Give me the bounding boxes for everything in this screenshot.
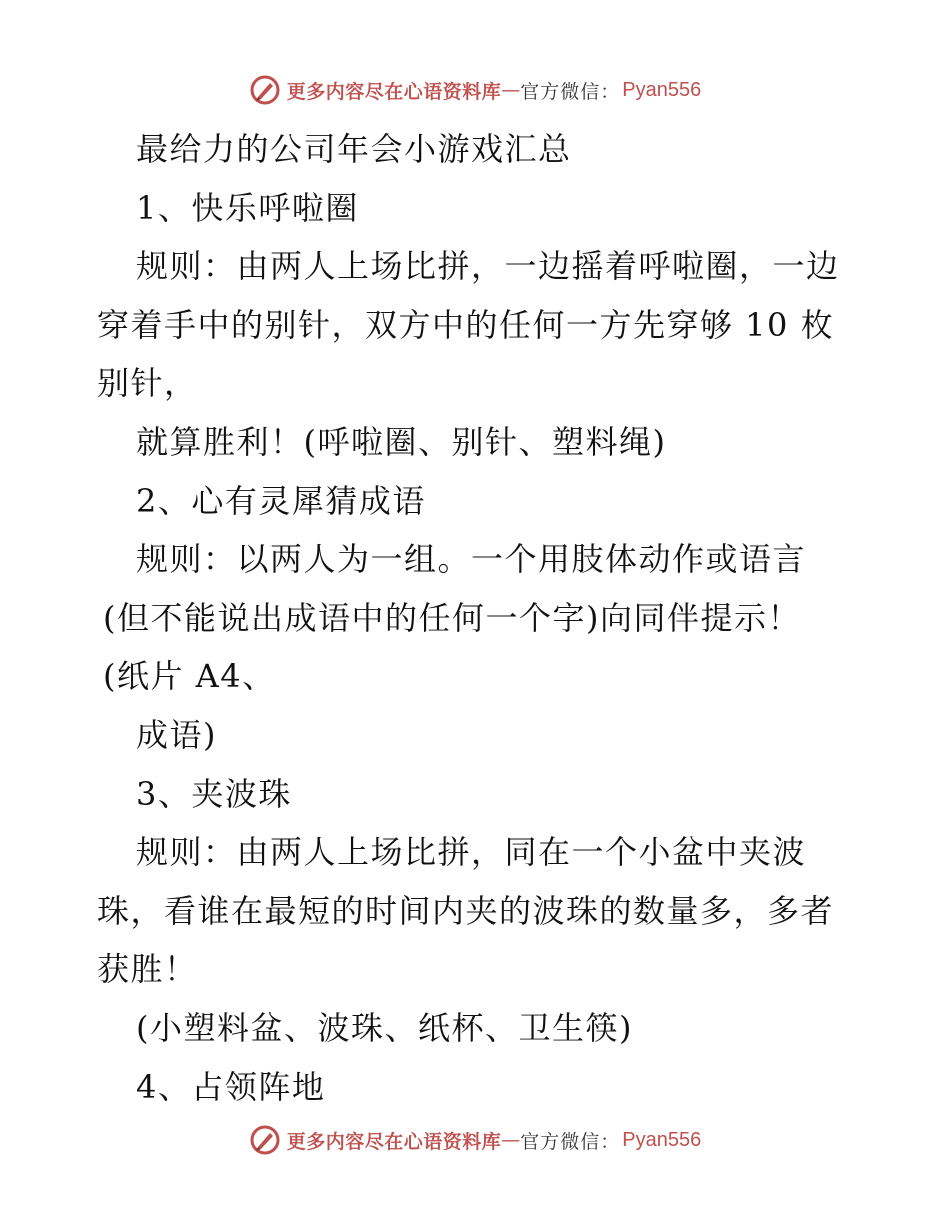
- pen-logo-icon: [249, 74, 281, 106]
- paragraph-line: (小塑料盆、波珠、纸杯、卫生筷): [136, 1008, 633, 1047]
- watermark-wechat-id: Pyan556: [622, 78, 702, 101]
- section-heading-4: 4、占领阵地: [136, 1067, 326, 1106]
- section-heading-1: 1、快乐呼啦圈: [136, 188, 359, 227]
- pen-logo-icon: [249, 1124, 281, 1156]
- watermark-separator: —: [501, 1129, 521, 1151]
- watermark-label: 官方微信：: [520, 1130, 621, 1153]
- paragraph-line: 就算胜利！(呼啦圈、别针、塑料绳): [136, 422, 667, 461]
- paragraph-line: 规则：以两人为一组。一个用肢体动作或语言: [136, 540, 807, 579]
- paragraph-line: 珠，看谁在最短的时间内夹的波珠的数量多，多者: [97, 891, 835, 930]
- document-body: [97, 120, 857, 1116]
- paragraph-line: (但不能说出成语中的任何一个字)向同伴提示！: [103, 598, 801, 637]
- watermark-main-text: 更多内容尽在心语资料库: [286, 80, 502, 103]
- watermark-banner-top: [0, 68, 950, 112]
- paragraph-line: 获胜！: [97, 950, 198, 989]
- watermark-banner-bottom: [0, 1118, 950, 1162]
- watermark-main-text: 更多内容尽在心语资料库: [286, 1130, 502, 1153]
- paragraph-line: 成语): [136, 715, 217, 754]
- watermark-separator: —: [501, 79, 521, 101]
- section-heading-3: 3、夹波珠: [136, 774, 292, 813]
- paragraph-line: 穿着手中的别针，双方中的任何一方先穿够 10 枚: [97, 305, 835, 344]
- watermark-label: 官方微信：: [520, 80, 621, 103]
- watermark-wechat-id: Pyan556: [622, 1128, 702, 1151]
- section-heading-2: 2、心有灵犀猜成语: [136, 481, 426, 520]
- paragraph-line: 规则：由两人上场比拼，一边摇着呼啦圈，一边: [136, 247, 840, 286]
- paragraph-line: 规则：由两人上场比拼，同在一个小盆中夹波: [136, 833, 807, 872]
- document-title: 最给力的公司年会小游戏汇总: [136, 130, 572, 168]
- paragraph-line: 别针，: [97, 364, 198, 403]
- paragraph-line: (纸片 A4、: [103, 657, 276, 696]
